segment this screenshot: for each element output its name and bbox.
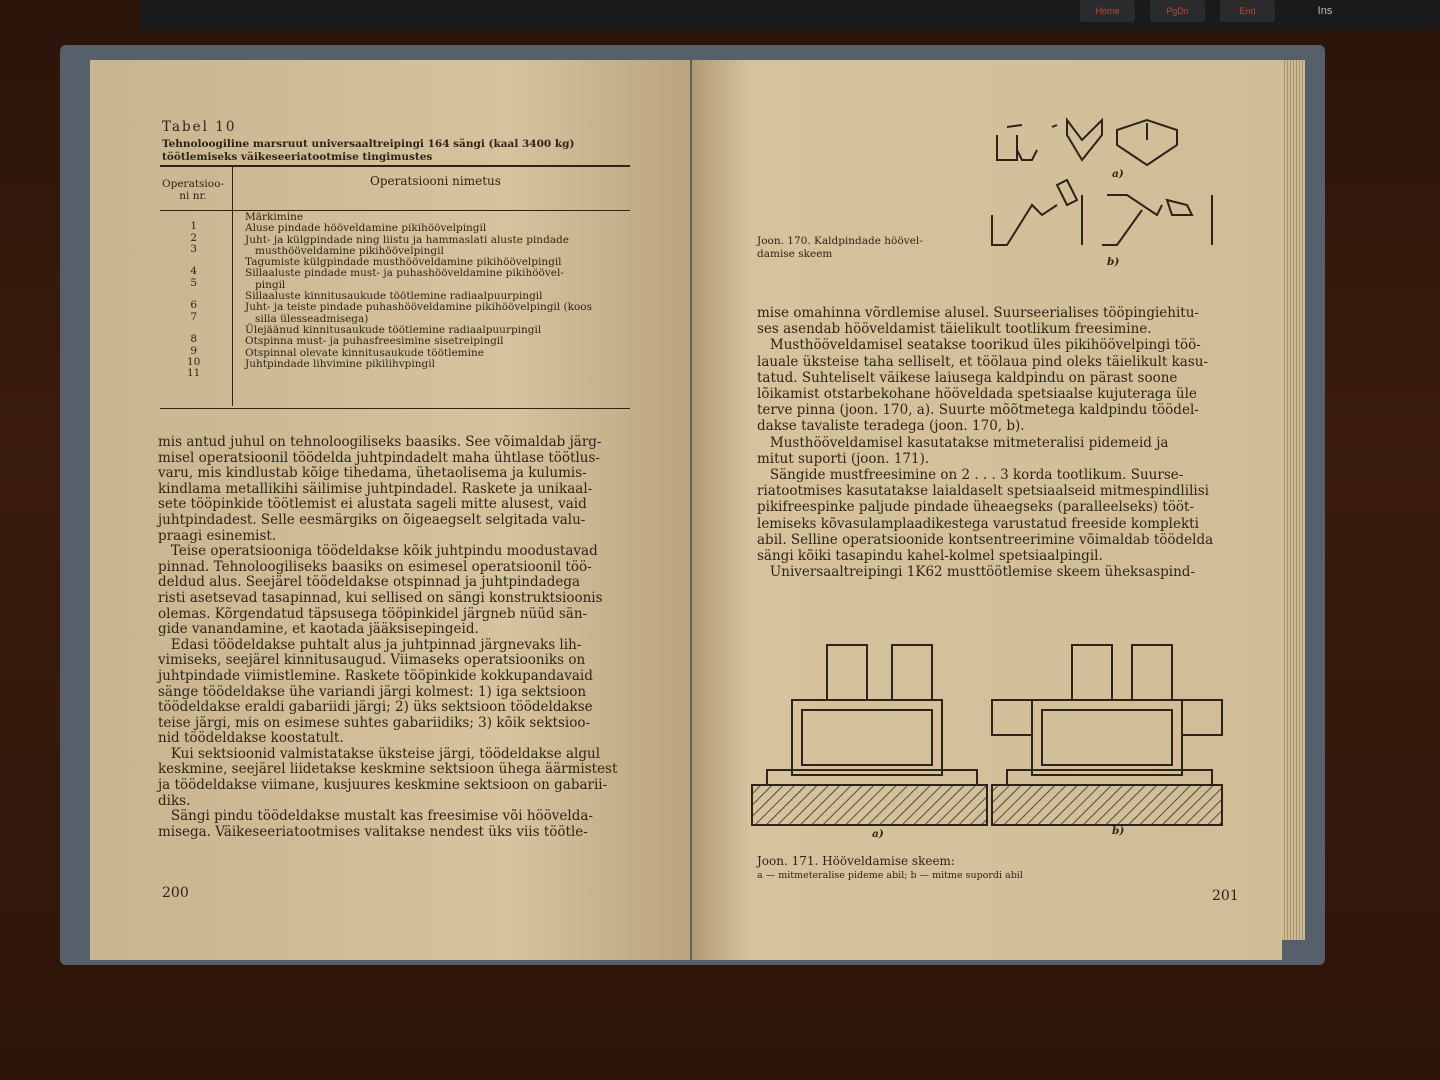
table-title: Tehnoloogiline marsruut universaaltreipingi 164 sängi (kaal 3400 kg) bbox=[162, 138, 575, 150]
figure-170-diagram bbox=[987, 115, 1237, 265]
table-row-numbers: 1 2 3 4 5 6 7 8 9 10 11 bbox=[187, 220, 201, 380]
ins-key: Ins bbox=[1317, 5, 1333, 17]
table-title-2: töötlemiseks väikeseeriatootmise tingimustes bbox=[162, 151, 433, 163]
fig-171-label-a: a) bbox=[872, 828, 884, 840]
fig-170-label-a: a) bbox=[1112, 168, 1124, 180]
pgdn-key: PgDn bbox=[1150, 0, 1205, 22]
fig-171-label-b: b) bbox=[1112, 825, 1125, 837]
fig-170-label-b: b) bbox=[1107, 256, 1120, 268]
table-header-rule bbox=[160, 210, 630, 211]
fig-171-caption: Joon. 171. Hööveldamise skeem: bbox=[757, 854, 955, 868]
col-header-name: Operatsiooni nimetus bbox=[370, 174, 501, 188]
table-row-texts: Märkimine Aluse pindade hööveldamine pikihöövelpingil Juht- ja külgpindade ning liistu ja hammaslati aluste pindade musthööveldamine pikihöövelpingil Tagumiste külgpindade musthööveldamine pikihöövelpingil Sillaaluste pindade must- ja puhashööveldamine pikihöövel- pingil Sillaaluste kinnitusaukude töötlemine radiaalpuurpingil Juht- ja teiste pindade puhashööveldamine pikihöövelpingil (koos silla ülesseadmisega) Ülejäänud kinnitusaukude töötlemine radiaalpuurpingil Otspinna must- ja puhasfreesimine sisetreipingil Otspinnal olevate kinnitusaukude töötlemine Juhtpindade lihvimine pikilihvpingil bbox=[245, 211, 592, 370]
end-key: End bbox=[1220, 0, 1275, 22]
table-bottom-rule bbox=[160, 408, 630, 409]
fig-170-caption: Joon. 170. Kaldpindade höövel- damise skeem bbox=[757, 235, 923, 260]
table-top-rule bbox=[160, 165, 630, 167]
right-body-text: mise omahinna võrdlemise alusel. Suurseerialises tööpingiehitu- ses asendab hööveldamist täielikult tootlikum freesimine. Musthööveldamisel seatakse toorikud üles pikihöövelpingi töö- lauale üksteise taha selliselt, et töölaua pind oleks täielikult kasu- tatud. Suhteliselt väikese laiusega kaldpindu on pärast soone lõikamist otstarbekohane hööveldada spetsiaalse kujuteraga üle terve pinna (joon. 170, a). Suurte mõõtmetega kaldpindu töödel- dakse tavaliste teradega (joon. 170, b). Musthööveldamisel kasutatakse mitmeteralisi pidemeid ja mitut suporti (joon. 171). Sängide mustfreesimine on 2 . . . 3 korda tootlikum. Suurse- riatootmises kasutatakse laialdaselt spetsiaalseid mitmespindlilisi pikifreespinke paljude pindade üheaegseks (paralleelseks) tööt- lemiseks kõvasulamplaadikestega varustatud freeside komplekti abil. Selline operatsioonide kontsentreerimine võimaldab töödelda sängi kõiki tasapindu kahel-kolmel spetsiaalpingil. Universaaltreipingi 1K62 musttöötlemise skeem üheksaspind- bbox=[757, 305, 1214, 581]
left-page bbox=[90, 60, 690, 960]
page-number-right: 201 bbox=[1212, 888, 1239, 904]
fig-171-legend: a — mitmeteralise pideme abil; b — mitme supordi abil bbox=[757, 870, 1023, 881]
figure-171-diagram bbox=[747, 640, 1227, 840]
keyboard bbox=[140, 0, 1440, 30]
right-page bbox=[692, 60, 1282, 960]
left-body-text: mis antud juhul on tehnoloogiliseks baasiks. See võimaldab järg- misel operatsioonil töödelda juhtpindadelt maha ühtlase töötlus- varu, mis kindlustab kõige tihedama, ühetaolisema ja kulumis- kindlama metallikihi säilimise juhtpindadel. Raskete ja unikaal- sete tööpinkide töötlemist ei alustata sageli mitte alusest, vaid juhtpindadest. Selle eesmärgiks on õigeaegselt selgitada valu- praagi esinemist. Teise operatsiooniga töödeldakse kõik juhtpindu moodustavad pinnad. Tehnoloogiliseks baasiks on esimesel operatsioonil töö- deldud alus. Seejärel töödeldakse otspinnad ja juhtpindadega risti asetsevad tasapinnad, kui sellised on sängi konstruktsioonis olemas. Kõrgendatud täpsusega tööpinkidel järgneb nüüd sän- gide vanandamine, et kaotada jääksisepingeid. Edasi töödeldakse puhtalt alus ja juhtpinnad järgnevaks lih- vimiseks, seejärel kinnitusaugud. Viimaseks operatsiooniks on juhtpindade viimistlemine. Raskete tööpinkide kokkupandavaid sänge töödeldakse ühe variandi järgi kolmest: 1) iga sektsioon töödeldakse eraldi gabariidi järgi; 2) üks sektsioon töödeldakse teise järgi, mis on esimese suhtes gabariidiks; 3) kõik sektsioo- nid töödeldakse koostatult. Kui sektsioonid valmistatakse üksteise järgi, töödeldakse algul keskmine, seejärel liidetakse keskmine sektsioon ühega äärmistest ja töödeldakse viimane, kusjuures keskmine sektsioon on gabarii- diks. Sängi pindu töödeldakse mustalt kas freesimise või höövelda- misega. Väikeseeriatootmises valitakse nendest üks viis töötle- bbox=[158, 434, 618, 840]
col-header-number: Operatsioo- ni nr. bbox=[162, 178, 224, 202]
table-column-rule bbox=[232, 166, 233, 406]
home-key: Home bbox=[1080, 0, 1135, 22]
page-number-left: 200 bbox=[162, 885, 189, 901]
table-label: Tabel 10 bbox=[162, 119, 237, 135]
